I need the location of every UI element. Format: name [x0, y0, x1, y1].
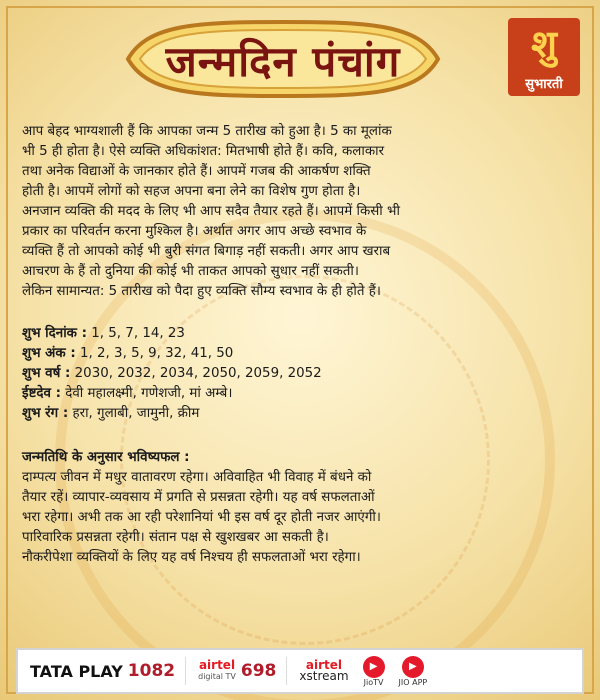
intro-line: लेकिन सामान्यत: 5 तारीख को पैदा हुए व्यक्ति सौम्य स्वभाव के ही होते हैं। — [22, 284, 381, 299]
tata-play-number: 1082 — [127, 661, 176, 681]
airtel-label: airtel — [198, 658, 236, 672]
tata-play-channel — [30, 661, 175, 681]
forecast-line: भरा रहेगा। अभी तक आ रही परेशानियां भी इस वर्ष दूर होती नजर आएंगी। — [22, 510, 381, 525]
page-title: जन्मदिन पंचांग — [165, 37, 401, 86]
airtel-number: 698 — [240, 661, 277, 681]
subharti-logo — [508, 18, 580, 96]
jiotv-app — [363, 656, 385, 687]
xstream-label: xstream — [299, 669, 349, 683]
deity-row — [22, 384, 578, 404]
xstream-top: airtel — [305, 658, 343, 672]
jio-app — [399, 656, 428, 687]
lucky-dates-label: शुभ दिनांक : — [22, 326, 87, 341]
jiotv-label: JioTV — [363, 677, 384, 687]
intro-line: भी 5 ही होता है। ऐसे व्यक्ति अधिकांशत: मितभाषी होते हैं। कवि, कलाकार — [22, 144, 385, 159]
play-icon: ▶ — [402, 656, 424, 678]
lucky-colors-row — [22, 404, 578, 424]
intro-line: आचरण के हैं तो दुनिया की कोई भी ताकत आपको सुधार नहीं सकती। — [22, 264, 359, 279]
deity-value: देवी महालक्ष्मी, गणेशजी, मां अम्बे। — [65, 386, 233, 401]
lucky-colors-label: शुभ रंग : — [22, 406, 69, 421]
airtel-channel — [198, 660, 276, 682]
intro-line: प्रकार का परिवर्तन करना मुश्किल है। अर्थात अगर आप अच्छे स्वभाव के — [22, 224, 367, 239]
forecast-section — [22, 448, 578, 568]
lucky-numbers-value: 1, 2, 3, 5, 9, 32, 41, 50 — [79, 346, 234, 361]
forecast-line: नौकरीपेशा व्यक्तियों के लिए यह वर्ष निश्चय ही सफलताओं भरा रहेगा। — [22, 550, 361, 565]
airtel-logo — [198, 660, 236, 682]
forecast-line: दाम्पत्य जीवन में मधुर वातावरण रहेगा। अविवाहित भी विवाह में बंधने को — [22, 470, 372, 485]
lucky-years-row — [22, 364, 578, 384]
xstream-logo — [299, 660, 348, 682]
logo-mark: शु — [531, 21, 557, 66]
lucky-numbers-row — [22, 344, 578, 364]
deity-label: ईष्टदेव : — [22, 386, 61, 401]
forecast-line: पारिवारिक प्रसन्नता रहेगी। संतान पक्ष से खुशखबर आ सकती है। — [22, 530, 329, 545]
play-icon: ▶ — [363, 656, 385, 678]
forecast-heading: जन्मतिथि के अनुसार भविष्यफल : — [22, 450, 190, 465]
intro-line: होती है। आपमें लोगों को सहज अपना बना लेने का विशेष गुण होता है। — [22, 184, 361, 199]
content — [22, 122, 578, 568]
title-banner — [118, 14, 448, 104]
lucky-numbers-label: शुभ अंक : — [22, 346, 76, 361]
intro-line: व्यक्ति हैं तो आपको कोई भी बुरी संगत बिगाड़ नहीं सकती। अगर आप खराब — [22, 244, 391, 259]
intro-line: आप बेहद भाग्यशाली हैं कि आपका जन्म 5 तारीख को हुआ है। 5 का मूलांक — [22, 124, 392, 139]
intro-line: अनजान व्यक्ति की मदद के लिए भी आप सदैव तैयार रहते हैं। आपमें किसी भी — [22, 204, 400, 219]
lucky-dates-value: 1, 5, 7, 14, 23 — [91, 326, 185, 341]
lucky-years-value: 2030, 2032, 2034, 2050, 2059, 2052 — [74, 366, 322, 381]
forecast-line: तैयार रहें। व्यापार-व्यवसाय में प्रगति से प्रसन्नता रहेगी। यह वर्ष सफलताओं — [22, 490, 375, 505]
lucky-dates-row — [22, 324, 578, 344]
lucky-years-label: शुभ वर्ष : — [22, 366, 71, 381]
logo-text: सुभारती — [525, 77, 563, 92]
jioapp-label: JIO APP — [398, 677, 428, 687]
intro-paragraph — [22, 122, 578, 302]
airtel-sub: digital TV — [198, 672, 236, 681]
intro-line: तथा अनेक विद्याओं के जानकार होते हैं। आपमें गजब की आकर्षण शक्ति — [22, 164, 371, 179]
lucky-section — [22, 324, 578, 424]
lucky-colors-value: हरा, गुलाबी, जामुनी, क्रीम — [72, 406, 200, 421]
channel-strip — [16, 648, 584, 694]
tata-play-label: TATA PLAY — [30, 661, 123, 681]
